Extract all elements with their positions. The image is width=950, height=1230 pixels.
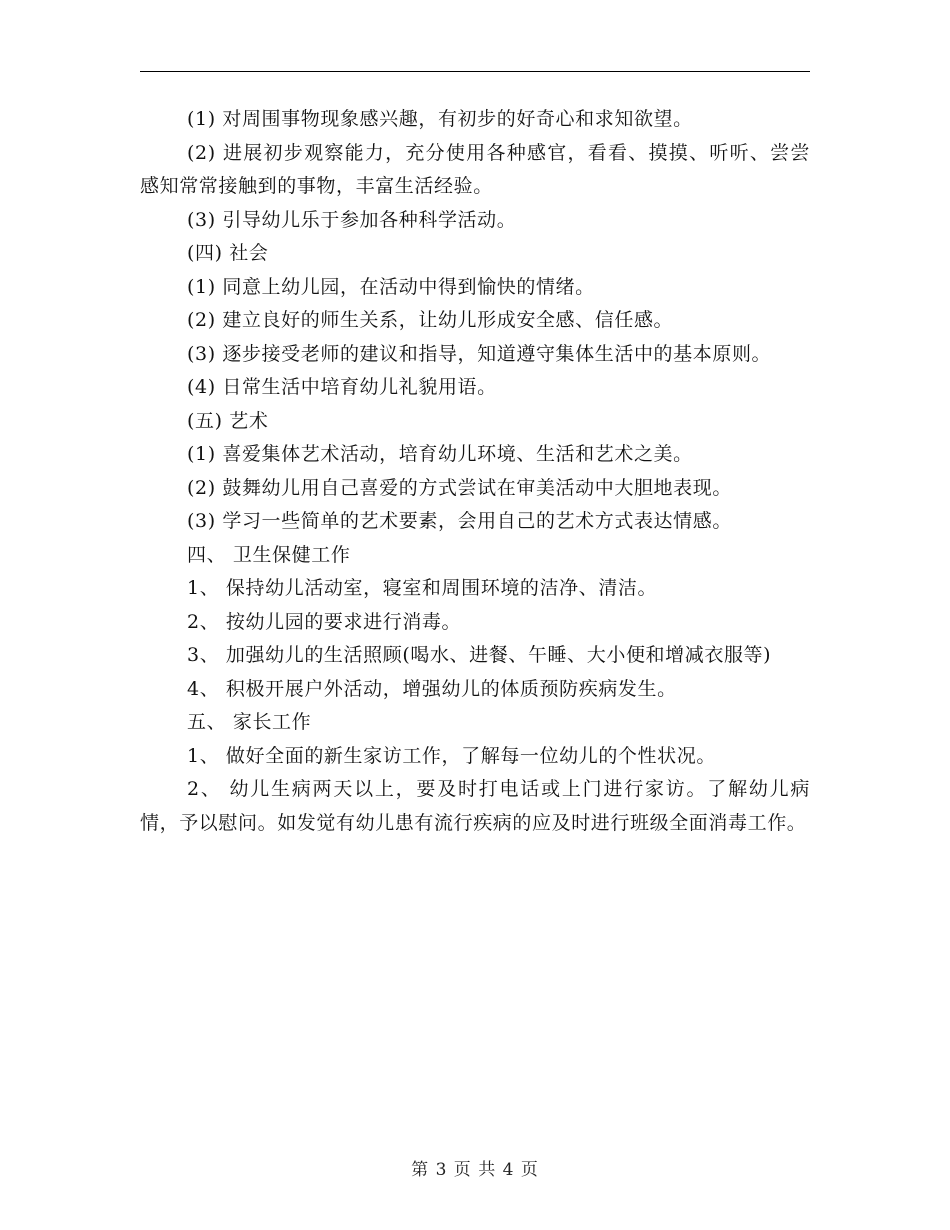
paragraph-health-3: 3、 加强幼儿的生活照顾(喝水、进餐、午睡、大小便和增减衣服等) — [187, 644, 772, 666]
section-heading-parents: 五、 家长工作 — [187, 711, 312, 733]
section-heading-art: (五) 艺术 — [187, 409, 269, 432]
paragraph-health-2: 2、 按幼儿园的要求进行消毒。 — [187, 610, 462, 633]
paragraph-parents-2: 2、 幼儿生病两天以上，要及时打电话或上门进行家访。了解幼儿病情，予以慰问。如发觉有幼儿患有流行疾病的应及时进行班级全面消毒工作。 — [140, 778, 810, 834]
paragraph-art-1: (1) 喜爱集体艺术活动，培育幼儿环境、生活和艺术之美。 — [187, 443, 693, 465]
paragraph-society-4: (4) 日常生活中培育幼儿礼貌用语。 — [187, 376, 497, 398]
paragraph-parents-1: 1、 做好全面的新生家访工作，了解每一位幼儿的个性状况。 — [187, 744, 716, 767]
paragraph-art-2: (2) 鼓舞幼儿用自己喜爱的方式尝试在审美活动中大胆地表现。 — [187, 476, 732, 499]
paragraph-science-2: (2) 进展初步观察能力，充分使用各种感官，看看、摸摸、听听、尝尝感知常常接触到的事物，丰富生活经验。 — [140, 141, 810, 197]
header-rule — [140, 71, 810, 72]
paragraph-society-2: (2) 建立良好的师生关系，让幼儿形成安全感、信任感。 — [187, 309, 674, 331]
paragraph-science-1: (1) 对周围事物现象感兴趣，有初步的好奇心和求知欲望。 — [187, 108, 693, 130]
section-heading-health: 四、 卫生保健工作 — [187, 543, 351, 566]
page-number: 第 3 页 共 4 页 — [411, 1160, 539, 1180]
paragraph-science-3: (3) 引导幼儿乐于参加各种科学活动。 — [187, 208, 517, 231]
paragraph-art-3: (3) 学习一些简单的艺术要素，会用自己的艺术方式表达情感。 — [187, 510, 732, 532]
paragraph-society-1: (1) 同意上幼儿园，在活动中得到愉快的情绪。 — [187, 275, 595, 298]
section-heading-society: (四) 社会 — [187, 242, 269, 264]
paragraph-society-3: (3) 逐步接受老师的建议和指导，知道遵守集体生活中的基本原则。 — [187, 342, 772, 365]
paragraph-health-1: 1、 保持幼儿活动室，寝室和周围环境的洁净、清洁。 — [187, 577, 658, 599]
paragraph-health-4: 4、 积极开展户外活动，增强幼儿的体质预防疾病发生。 — [187, 677, 677, 700]
document-body — [140, 103, 810, 840]
